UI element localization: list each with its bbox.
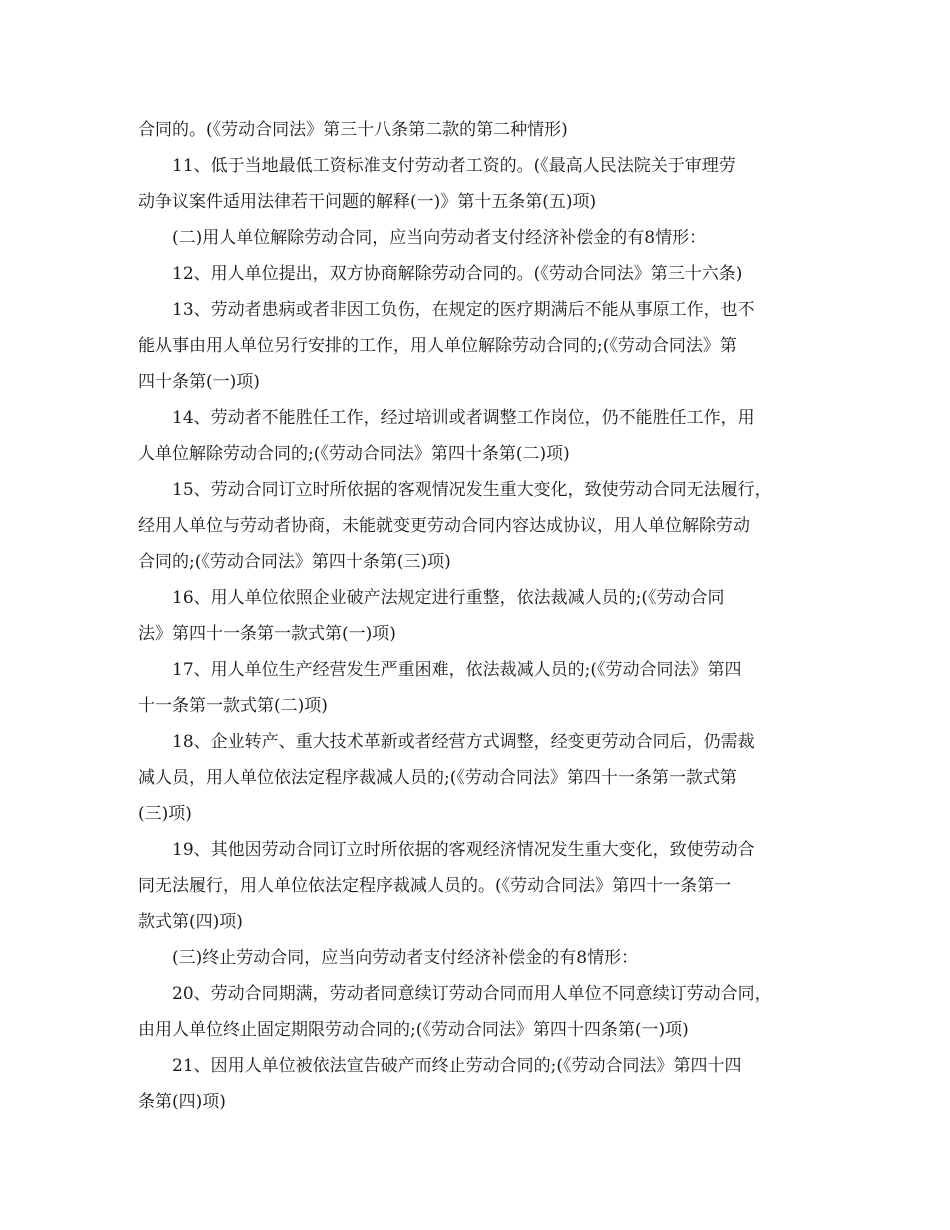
text-line: 经用人单位与劳动者协商，未能就变更劳动合同内容达成协议，用人单位解除劳动 <box>138 516 750 536</box>
text-line: 21、因用人单位被依法宣告破产而终止劳动合同的;(《劳动合同法》第四十四 <box>172 1056 742 1076</box>
text-line: 合同的;(《劳动合同法》第四十条第(三)项) <box>138 552 451 572</box>
section-heading: (二)用人单位解除劳动合同，应当向劳动者支付经济补偿金的有8情形： <box>172 228 707 248</box>
text-line: 条第(四)项) <box>138 1092 226 1112</box>
text-line: 19、其他因劳动合同订立时所依据的客观经济情况发生重大变化，致使劳动合 <box>172 840 755 860</box>
text-line: 15、劳动合同订立时所依据的客观情况发生重大变化，致使劳动合同无法履行， <box>172 480 772 500</box>
text-line: 16、用人单位依照企业破产法规定进行重整，依法裁减人员的;(《劳动合同 <box>172 588 725 608</box>
text-line: 能从事由用人单位另行安排的工作，用人单位解除劳动合同的;(《劳动合同法》第 <box>138 336 737 356</box>
text-line: 减人员，用人单位依法定程序裁减人员的;(《劳动合同法》第四十一条第一款式第 <box>138 768 737 788</box>
text-line: 17、用人单位生产经营发生严重困难，依法裁减人员的;(《劳动合同法》第四 <box>172 660 742 680</box>
text-line: 18、企业转产、重大技术革新或者经营方式调整，经变更劳动合同后，仍需裁 <box>172 732 755 752</box>
section-heading: (三)终止劳动合同，应当向劳动者支付经济补偿金的有8情形： <box>172 948 639 968</box>
text-line: 合同的。(《劳动合同法》第三十八条第二款的第二种情形) <box>138 120 568 140</box>
text-line: 人单位解除劳动合同的;(《劳动合同法》第四十条第(二)项) <box>138 444 570 464</box>
text-line: 14、劳动者不能胜任工作，经过培训或者调整工作岗位，仍不能胜任工作，用 <box>172 408 755 428</box>
text-line: (三)项) <box>138 804 192 824</box>
text-line: 由用人单位终止固定期限劳动合同的;(《劳动合同法》第四十四条第(一)项) <box>138 1020 689 1040</box>
text-line: 十一条第一款式第(二)项) <box>138 696 328 716</box>
text-line: 20、劳动合同期满，劳动者同意续订劳动合同而用人单位不同意续订劳动合同， <box>172 984 772 1004</box>
text-line: 同无法履行，用人单位依法定程序裁减人员的。(《劳动合同法》第四十一条第一 <box>138 876 732 896</box>
text-line: 动争议案件适用法律若干问题的解释(一)》第十五条第(五)项) <box>138 192 597 212</box>
text-line: 11、低于当地最低工资标准支付劳动者工资的。(《最高人民法院关于审理劳 <box>172 156 736 176</box>
document-body <box>138 112 814 1120</box>
text-line: 12、用人单位提出，双方协商解除劳动合同的。(《劳动合同法》第三十六条) <box>172 264 743 284</box>
text-line: 法》第四十一条第一款式第(一)项) <box>138 624 396 644</box>
text-line: 款式第(四)项) <box>138 912 243 932</box>
text-line: 四十条第(一)项) <box>138 372 260 392</box>
text-line: 13、劳动者患病或者非因工负伤，在规定的医疗期满后不能从事原工作，也不 <box>172 300 755 320</box>
